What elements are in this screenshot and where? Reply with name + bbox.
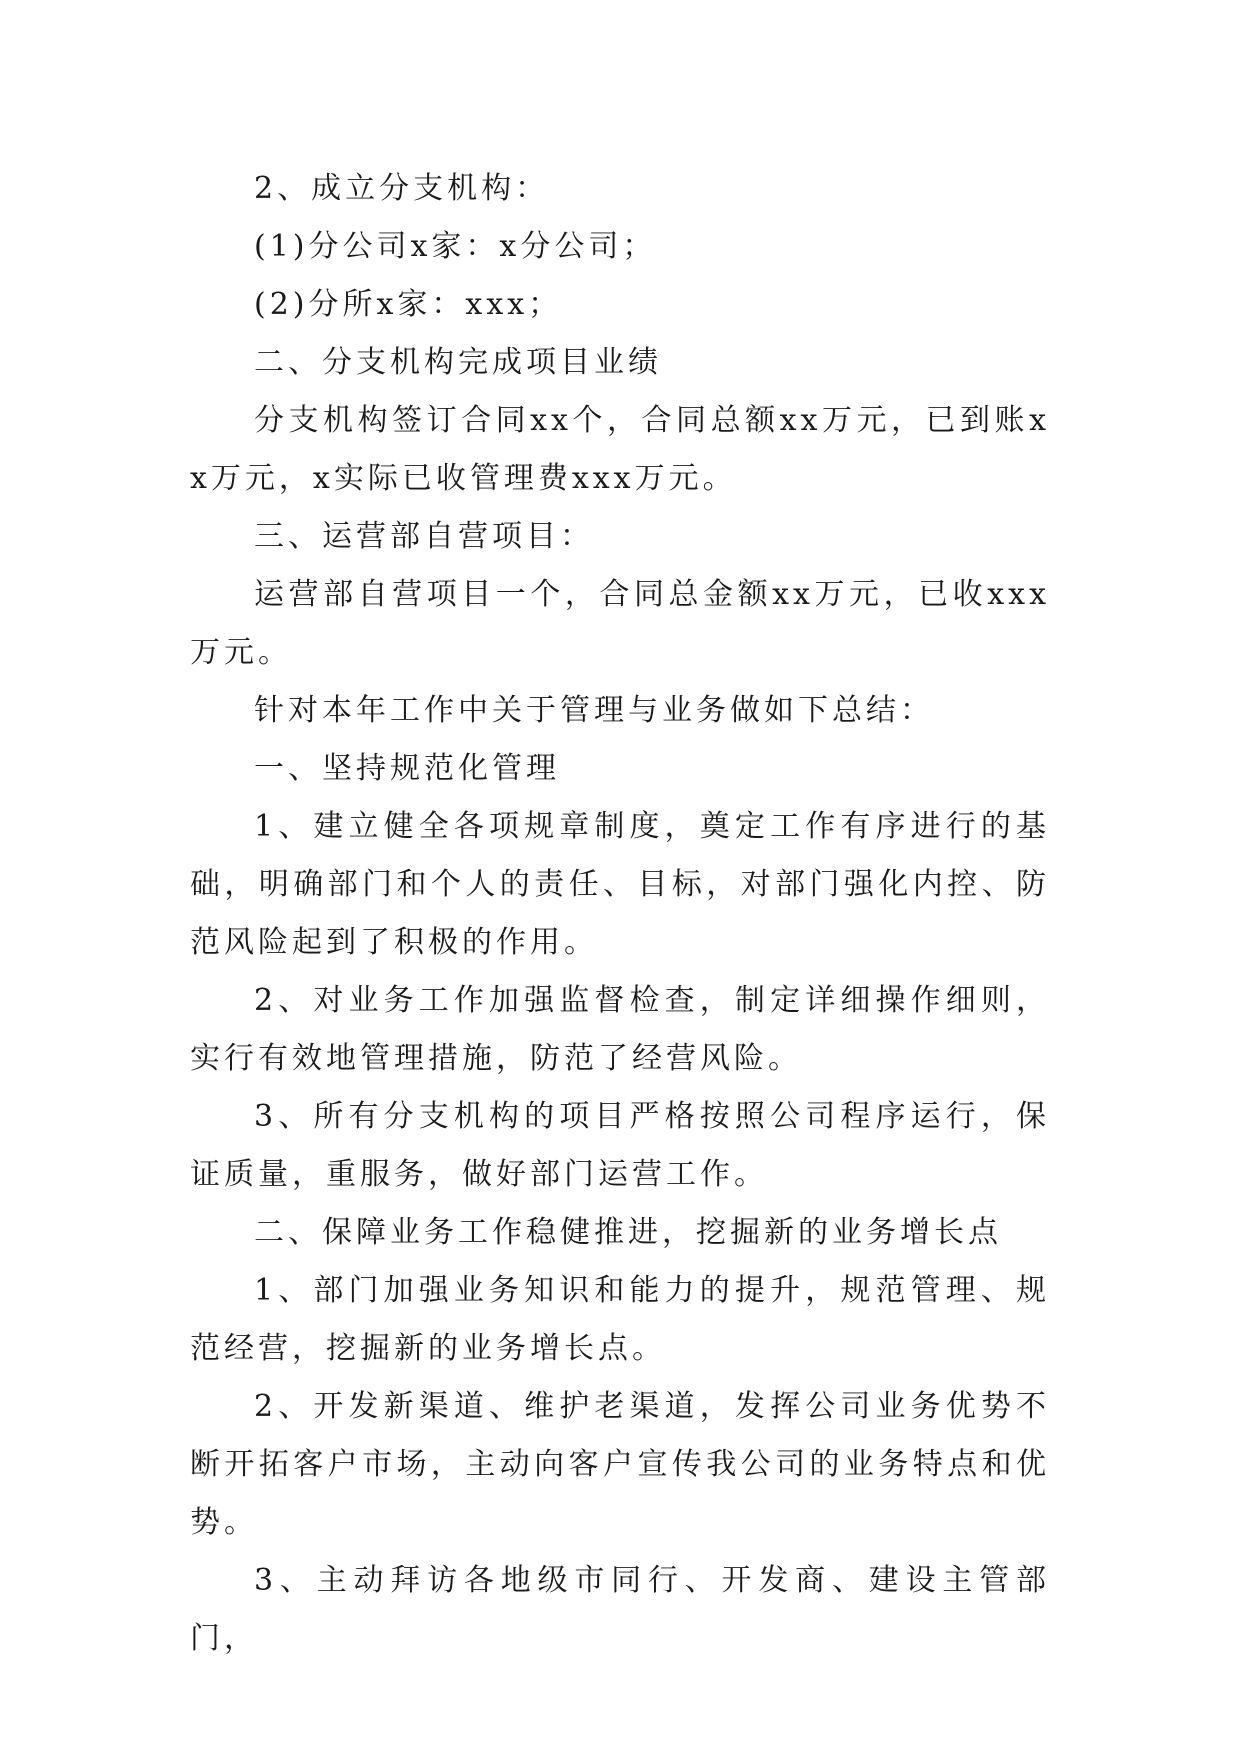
heading-business-growth: 二、保障业务工作稳健推进，挖掘新的业务增长点 xyxy=(254,1215,1002,1250)
paragraph-branch-contracts: 分支机构签订合同xx个，合同总额xx万元，已到账xx万元，x实际已收管理费xxx万元。 xyxy=(190,403,1050,496)
paragraph-visits: 3、主动拜访各地级市同行、开发商、建设主管部门， xyxy=(190,1563,1050,1656)
paragraph-channel-development: 2、开发新渠道、维护老渠道，发挥公司业务优势不断开拓客户市场，主动向客户宣传我公司的业务特点和优势。 xyxy=(190,1389,1050,1540)
paragraph-self-operated-details: 运营部自营项目一个，合同总金额xx万元，已收xxx万元。 xyxy=(190,577,1050,670)
document-body xyxy=(190,160,1050,1668)
paragraph-branch-offices: (2)分所x家：xxx； xyxy=(254,287,563,322)
heading-standardized-management: 一、坚持规范化管理 xyxy=(254,751,560,786)
paragraph-subsidiary-companies: (1)分公司x家：x分公司； xyxy=(254,229,657,264)
paragraph-rules-and-regulations: 1、建立健全各项规章制度，奠定工作有序进行的基础，明确部门和个人的责任、目标，对部门强化内控、防范风险起到了积极的作用。 xyxy=(190,809,1050,960)
heading-branch-performance: 二、分支机构完成项目业绩 xyxy=(254,345,662,380)
heading-self-operated-projects: 三、运营部自营项目： xyxy=(254,519,594,554)
paragraph-capability-improvement: 1、部门加强业务知识和能力的提升，规范管理、规范经营，挖掘新的业务增长点。 xyxy=(190,1273,1050,1366)
paragraph-branch-setup: 2、成立分支机构： xyxy=(254,171,550,206)
paragraph-supervision: 2、对业务工作加强监督检查，制定详细操作细则，实行有效地管理措施，防范了经营风险。 xyxy=(190,983,1050,1076)
paragraph-branch-procedures: 3、所有分支机构的项目严格按照公司程序运行，保证质量，重服务，做好部门运营工作。 xyxy=(190,1099,1050,1192)
paragraph-summary-intro: 针对本年工作中关于管理与业务做如下总结： xyxy=(254,693,934,728)
